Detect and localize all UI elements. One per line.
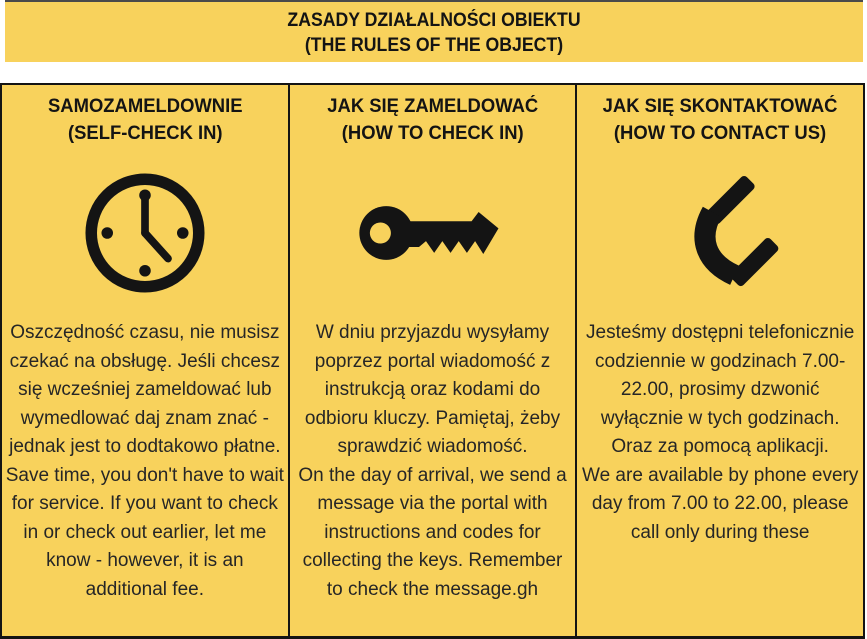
column-heading-en: (SELF-CHECK IN) <box>67 123 223 144</box>
column-heading <box>327 93 538 147</box>
column-how-to-check-in <box>288 85 576 636</box>
body-text-pl: Jesteśmy dostępni telefonicznie codziennie w godzinach 7.00-22.00, prosimy dzwonić wyłącznie w tych godzinach. Oraz za pomocą aplikacji. <box>586 322 855 457</box>
body-text-en: On the day of arrival, we send a message via the portal with instructions and codes for collecting the keys. Remember to check the message.gh <box>298 464 567 600</box>
key-icon <box>357 147 509 319</box>
clock-icon <box>81 147 209 319</box>
body-text-pl: Oszczędność czasu, nie musisz czekać na obsługę. Jeśli chcesz się wcześniej zameldować lub wymedlować daj znam znać - jednak jest to dodtakowo płatne. <box>9 322 281 457</box>
body-text-en: We are available by phone every day from 7.00 to 22.00, please call only during these <box>581 464 859 543</box>
column-body-text <box>2 319 288 604</box>
column-heading-en: (HOW TO CHECK IN) <box>341 123 524 144</box>
rules-columns <box>0 83 865 639</box>
column-heading-pl: SAMOZAMELDOWNIE <box>47 96 243 117</box>
phone-icon <box>654 147 786 319</box>
column-heading <box>48 93 243 147</box>
column-heading <box>603 93 838 147</box>
column-body-text <box>577 319 863 547</box>
body-text-en: Save time, you don't have to wait for service. If you want to check in or check out earlier, let me know - however, it is an additional fee. <box>5 464 284 600</box>
column-heading-pl: JAK SIĘ ZAMELDOWAĆ <box>327 96 538 117</box>
column-how-to-contact <box>575 85 863 636</box>
column-heading-pl: JAK SIĘ SKONTAKTOWAĆ <box>602 96 838 117</box>
header-band <box>5 0 863 62</box>
column-body-text <box>290 319 576 604</box>
body-text-pl: W dniu przyjazdu wysyłamy poprzez portal wiadomość z instrukcją oraz kodami do odbioru kluczy. Pamiętaj, żeby sprawdzić wiadomość. <box>304 322 561 457</box>
page-title-pl: ZASADY DZIAŁALNOŚCI OBIEKTU <box>287 10 581 31</box>
page-title-en: (THE RULES OF THE OBJECT) <box>304 35 564 56</box>
column-self-check-in <box>2 85 288 636</box>
column-heading-en: (HOW TO CONTACT US) <box>614 123 827 144</box>
